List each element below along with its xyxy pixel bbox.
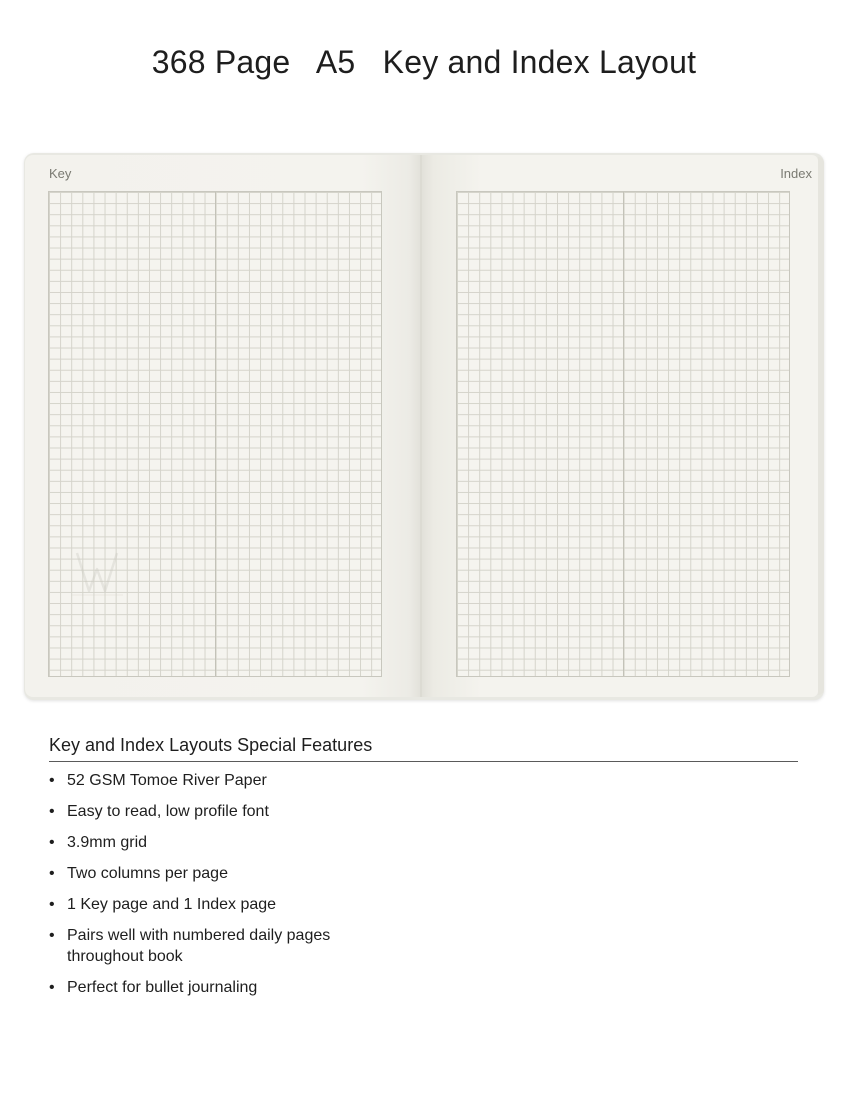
bullet-icon: • [49,927,55,944]
list-item [49,863,387,884]
list-item [49,894,387,915]
features-section [49,735,798,1008]
bullet-icon: • [49,865,55,882]
column-divider [215,192,216,676]
list-item [49,925,387,967]
bullet-icon: • [49,803,55,820]
feature-text: Perfect for bullet journaling [67,979,258,996]
feature-text: 52 GSM Tomoe River Paper [67,772,267,789]
feature-text: 1 Key page and 1 Index page [67,896,277,913]
bullet-icon: • [49,772,55,789]
list-item [49,977,387,998]
page-edge [818,157,824,695]
key-page [25,155,421,697]
index-page-label: Index [780,166,812,181]
page-title: 368 Page A5 Key and Index Layout [151,44,697,80]
list-item [49,801,387,822]
bullet-icon: • [49,896,55,913]
index-page-grid [456,191,790,677]
feature-text: 3.9mm grid [67,834,148,851]
column-divider [623,192,624,676]
list-item [49,770,387,791]
notebook-spread [24,153,824,700]
brand-logo-watermark-icon [67,545,127,605]
feature-text: Pairs well with numbered daily pages throughout book [67,927,331,965]
features-list [49,770,798,998]
feature-text: Two columns per page [67,865,228,882]
index-page [422,155,818,697]
bullet-icon: • [49,834,55,851]
features-heading: Key and Index Layouts Special Features [49,735,798,762]
feature-text: Easy to read, low profile font [67,803,269,820]
list-item [49,832,387,853]
bullet-icon: • [49,979,55,996]
key-page-label: Key [49,166,72,181]
